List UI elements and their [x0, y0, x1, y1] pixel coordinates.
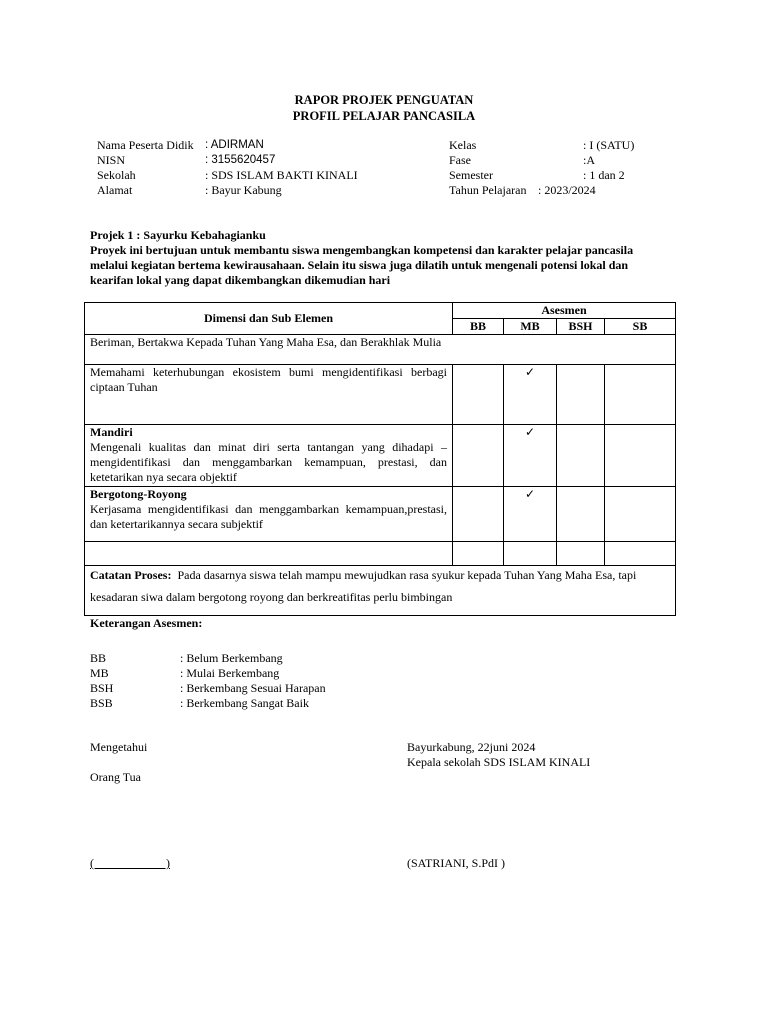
identity-left-values: [205, 138, 358, 198]
legend-desc-mb: : Mulai Berkembang: [180, 666, 280, 680]
table-header-row: [85, 303, 676, 319]
identity-nisn-value: : 3155620457: [205, 154, 276, 166]
signature-parent-blank: ( ): [90, 856, 170, 870]
identity-school-label: Sekolah: [97, 168, 136, 182]
legend-code-bsh: BSH: [90, 681, 114, 695]
identity-nisn-label: NISN: [97, 153, 126, 167]
project-block: [90, 228, 690, 288]
identity-year-label: Tahun Pelajaran: [449, 183, 527, 197]
row2-text: Mengenali kualitas dan minat diri serta tantangan yang dihadapi – mengidentifikasi dan menggambarkan kemampuan, prestasi, dan ketetarikan nya secara objektif: [90, 440, 447, 484]
legend-code-bb: BB: [90, 651, 107, 665]
check-mark-row3: ✓: [504, 487, 557, 542]
identity-class-label: Kelas: [449, 138, 477, 152]
signature-principal-name: (SATRIANI, S.PdI ): [407, 856, 506, 870]
row2-cell: [85, 425, 453, 487]
table-row-empty: [85, 542, 676, 566]
header-level-sb: SB: [605, 319, 676, 335]
identity-left: [97, 138, 194, 198]
notes-line1: Pada dasarnya siswa telah mampu mewujudkan rasa syukur kepada Tuhan Yang Maha Esa, tapi: [177, 568, 637, 582]
header-level-bsh: BSH: [557, 319, 605, 335]
identity-year-value: : 2023/2024: [538, 183, 596, 197]
identity-school-value: : SDS ISLAM BAKTI KINALI: [205, 168, 358, 182]
check-mark-row2: ✓: [504, 425, 557, 487]
signature-acknowledged: Mengetahui: [90, 740, 148, 754]
report-title-line2: PROFIL PELAJAR PANCASILA: [292, 109, 476, 123]
project-desc-line3: kearifan lokal yang dapat dikembangkan dikemudian hari: [90, 273, 391, 287]
notes-cell: [85, 566, 676, 616]
table-row-notes: [85, 566, 676, 616]
project-heading: Projek 1 : Sayurku Kebahagianku: [90, 228, 266, 242]
table-row-section: [85, 335, 676, 365]
header-assessment: Asesmen: [453, 303, 676, 319]
report-title-line1: RAPOR PROJEK PENGUATAN: [294, 93, 474, 107]
row3-text: Kerjasama mengidentifikasi dan menggambarkan kemampuan,prestasi, dan ketertarikannya secara subjektif: [90, 502, 447, 531]
identity-phase-label: Fase: [449, 153, 471, 167]
legend-desc-bsh: : Berkembang Sesuai Harapan: [180, 681, 326, 695]
identity-right: [449, 138, 526, 198]
signature-place-date: Bayurkabung, 22juni 2024: [407, 740, 536, 754]
identity-phase-value: :A: [583, 153, 595, 167]
identity-right-values: [583, 138, 634, 183]
notes-line2: kesadaran siwa dalam bergotong royong dan berkreatifitas perlu bimbingan: [90, 590, 453, 604]
row3-title: Bergotong-Royong: [90, 487, 187, 501]
legend-heading: Keterangan Asesmen:: [90, 616, 203, 630]
legend-descriptions: [180, 651, 326, 711]
legend-desc-bsb: : Berkembang Sangat Baik: [180, 696, 309, 710]
row1-text: Memahami keterhubungan ekosistem bumi mengidentifikasi berbagi ciptaan Tuhan: [85, 365, 453, 425]
table-row: [85, 425, 676, 487]
table-row: [85, 365, 676, 425]
header-level-mb: MB: [504, 319, 557, 335]
check-mark-row1: ✓: [504, 365, 557, 425]
legend-code-bsb: BSB: [90, 696, 113, 710]
legend-code-mb: MB: [90, 666, 109, 680]
section-beriman: Beriman, Bertakwa Kepada Tuhan Yang Maha Esa, dan Berakhlak Mulia: [85, 335, 676, 365]
identity-address-value: : Bayur Kabung: [205, 183, 282, 197]
legend-codes: [90, 651, 113, 711]
row3-cell: [85, 487, 453, 542]
identity-name-value: : ADIRMAN: [205, 139, 264, 151]
notes-label: Catatan Proses:: [90, 568, 172, 582]
header-dimension: Dimensi dan Sub Elemen: [85, 303, 453, 335]
row2-title: Mandiri: [90, 425, 133, 439]
identity-address-label: Alamat: [97, 183, 133, 197]
identity-class-value: : I (SATU): [583, 138, 635, 152]
header-level-bb: BB: [453, 319, 504, 335]
project-desc-line1: Proyek ini bertujuan untuk membantu siswa mengembangkan kompetensi dan karakter pelajar pancasila: [90, 243, 634, 257]
signature-parent-label: Orang Tua: [90, 770, 142, 784]
legend-desc-bb: : Belum Berkembang: [180, 651, 283, 665]
assessment-table: [84, 302, 676, 616]
identity-semester-value: : 1 dan 2: [583, 168, 625, 182]
table-row: [85, 487, 676, 542]
identity-semester-label: Semester: [449, 168, 493, 182]
project-desc-line2: melalui kegiatan bertema kewirausahaan. Selain itu siswa juga dilatih untuk mengenali potensi lokal dan: [90, 258, 629, 272]
signature-role: Kepala sekolah SDS ISLAM KINALI: [407, 755, 591, 769]
identity-name-label: Nama Peserta Didik: [97, 138, 194, 152]
